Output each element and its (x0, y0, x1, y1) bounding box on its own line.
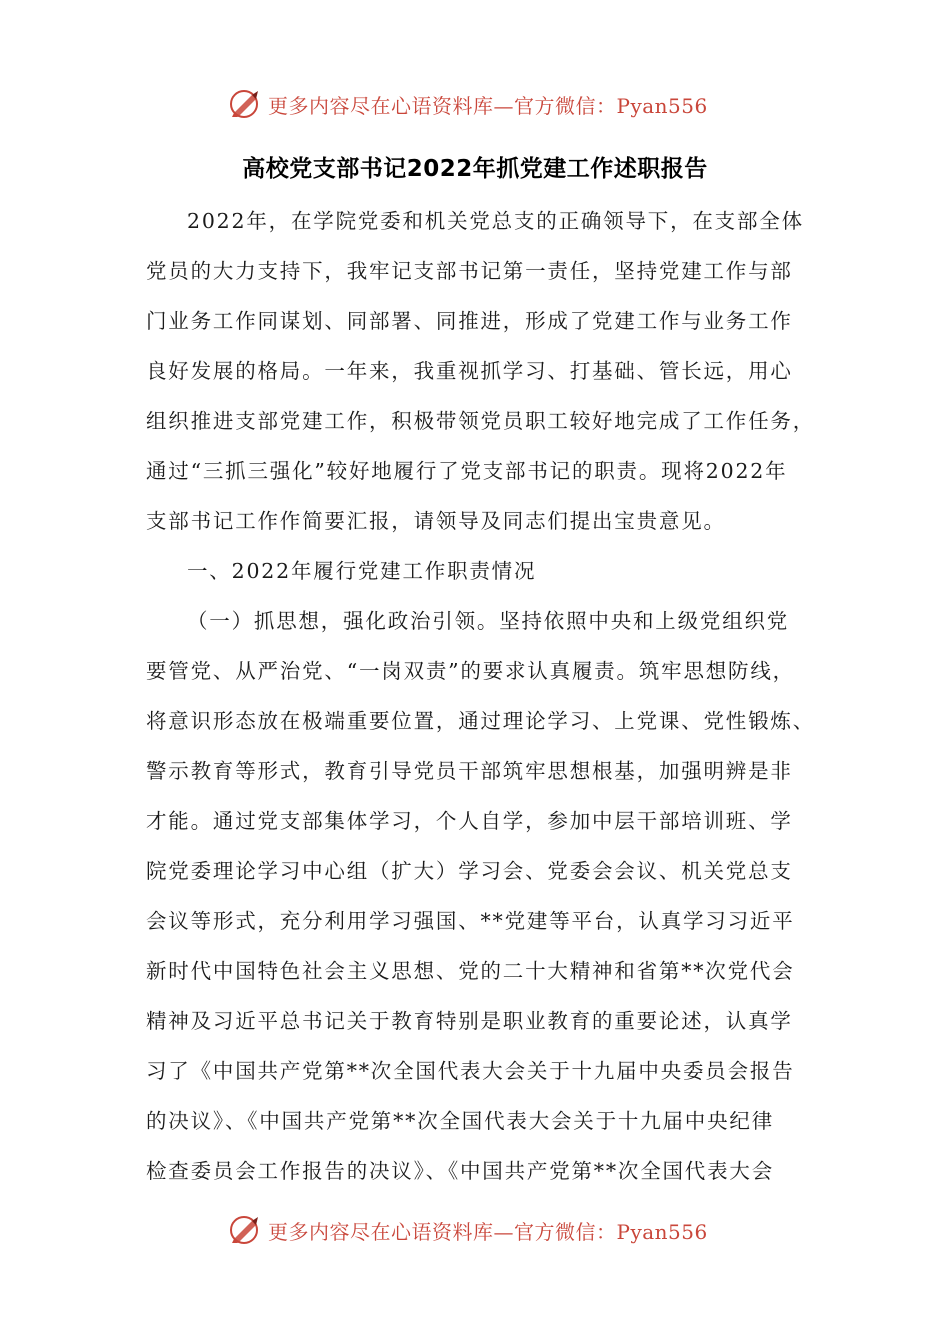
text-line: 要管党、从严治党、“一岗双责”的要求认真履责。筑牢思想防线， (146, 659, 795, 683)
text-line: 将意识形态放在极端重要位置，通过理论学习、上党课、党性锻炼、 (146, 709, 815, 733)
text-line: 会议等形式，充分利用学习强国、**党建等平台，认真学习习近平 (146, 909, 795, 933)
text-line: 良好发展的格局。一年来，我重视抓学习、打基础、管长远，用心 (146, 359, 793, 383)
document-body (146, 196, 822, 1196)
text-line: 支部书记工作作简要汇报，请领导及同志们提出宝贵意见。 (146, 509, 726, 533)
text-line: 习了《中国共产党第**次全国代表大会关于十九届中央委员会报告 (146, 1059, 795, 1083)
text-line: 的决议》、《中国共产党第**次全国代表大会关于十九届中央纪律 (146, 1109, 774, 1133)
text-line: 组织推进支部党建工作，积极带领党员职工较好地完成了工作任务， (146, 409, 815, 433)
text-line: 2022年，在学院党委和机关党总支的正确领导下，在支部全体 (187, 209, 804, 233)
text-line: 门业务工作同谋划、同部署、同推进，形成了党建工作与业务工作 (146, 309, 793, 333)
watermark-text: 更多内容尽在心语资料库—官方微信：Pyan556 (268, 93, 708, 118)
text-line: 通过“三抓三强化”较好地履行了党支部书记的职责。现将2022年 (146, 459, 788, 483)
text-line: 院党委理论学习中心组（扩大）学习会、党委会会议、机关党总支 (146, 859, 793, 883)
text-line: 精神及习近平总书记关于教育特别是职业教育的重要论述，认真学 (146, 1009, 793, 1033)
text-line: 检查委员会工作报告的决议》、《中国共产党第**次全国代表大会 (146, 1159, 774, 1183)
text-line: 才能。通过党支部集体学习，个人自学，参加中层干部培训班、学 (146, 809, 793, 833)
text-line: 一、2022年履行党建工作职责情况 (187, 559, 537, 583)
text-line: 新时代中国特色社会主义思想、党的二十大精神和省第**次党代会 (146, 959, 795, 983)
text-line: （一）抓思想，强化政治引领。坚持依照中央和上级党组织党 (187, 609, 790, 633)
pen-logo-icon (228, 1213, 262, 1247)
text-line: 警示教育等形式，教育引导党员干部筑牢思想根基，加强明辨是非 (146, 759, 793, 783)
document-title: 高校党支部书记2022年抓党建工作述职报告 (242, 156, 708, 182)
watermark-text: 更多内容尽在心语资料库—官方微信：Pyan556 (268, 1219, 708, 1244)
watermark-footer (228, 1212, 748, 1248)
text-line: 党员的大力支持下，我牢记支部书记第一责任，坚持党建工作与部 (146, 259, 793, 283)
watermark-header (228, 86, 748, 122)
pen-logo-icon (228, 87, 262, 121)
